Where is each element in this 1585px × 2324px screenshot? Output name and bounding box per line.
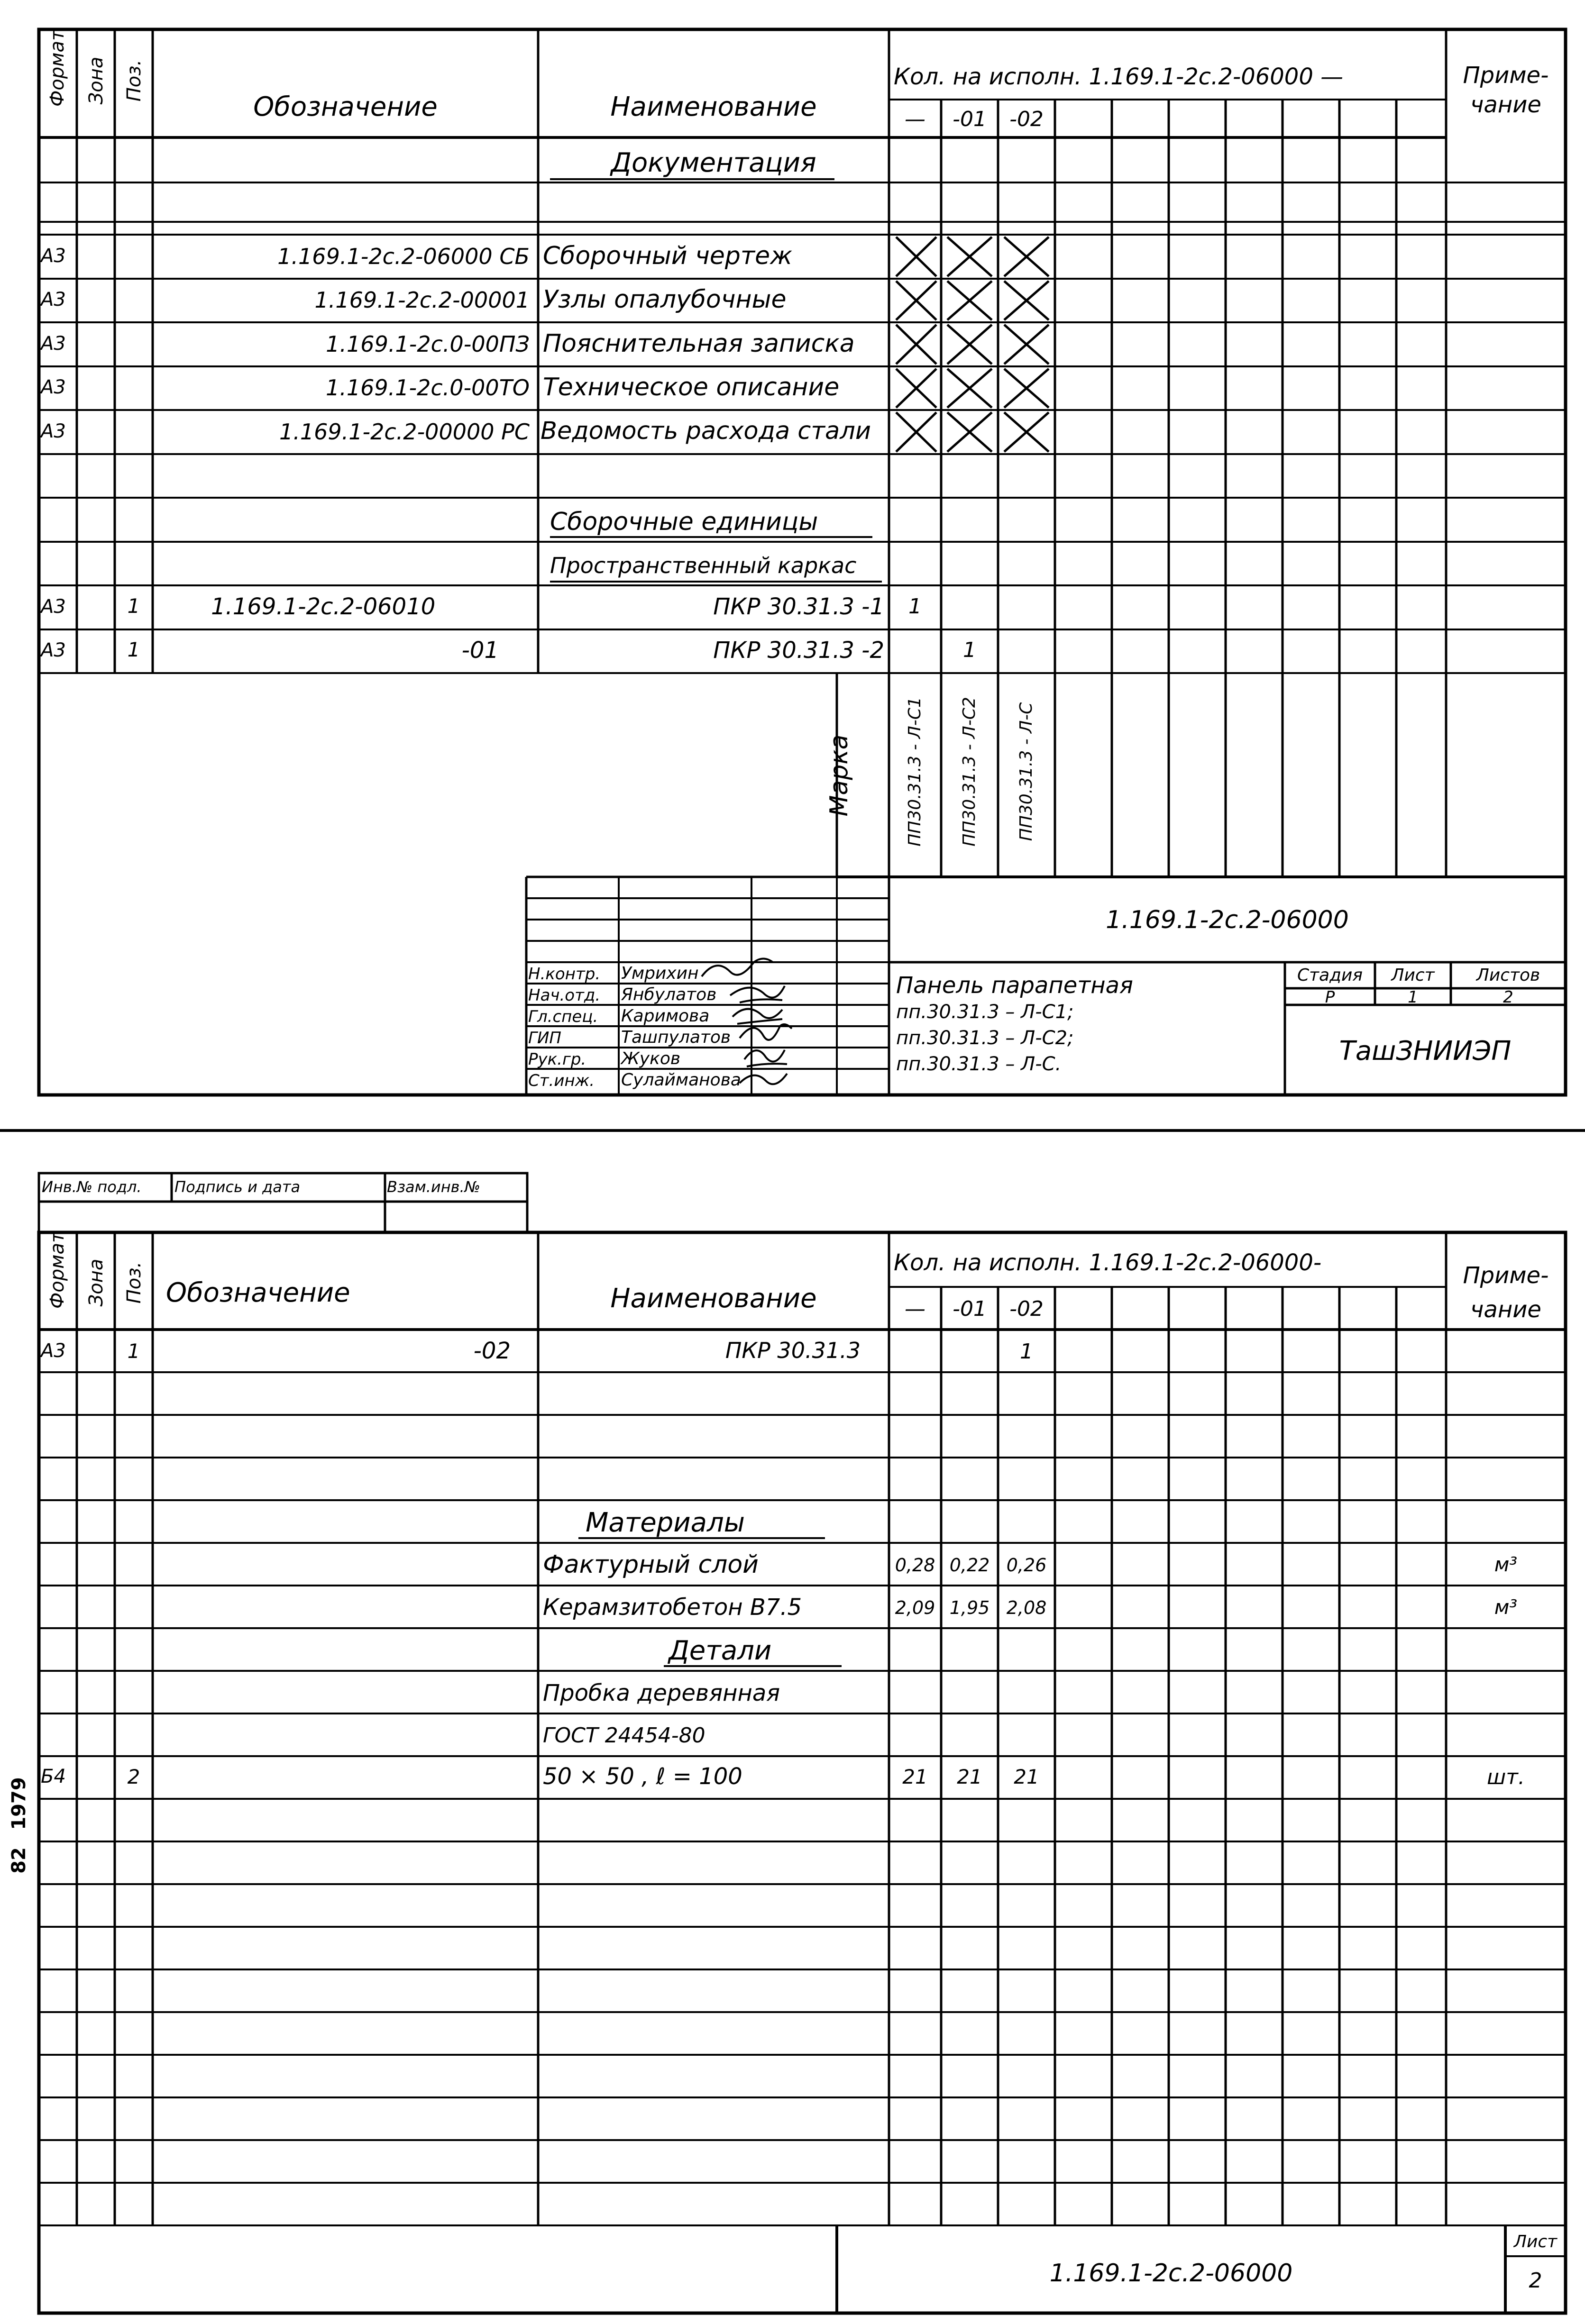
unit-row-2-qty-01: 1: [963, 638, 976, 662]
material-1-qty-01: 0,22: [949, 1555, 990, 1576]
doc-row-1-format: A3: [41, 245, 66, 267]
unit-row-1-name: ПКР 30.31.3 -1: [713, 593, 884, 620]
stamp-sheet: 1: [1408, 988, 1418, 1007]
unit-row-1-format: A3: [41, 596, 66, 618]
stamp-role: Н.контр.: [528, 965, 601, 984]
col-header-zone: Зона: [85, 56, 107, 105]
unit-row-1-qty-base: 1: [908, 594, 922, 619]
unit-row-1-pos: 1: [127, 594, 140, 618]
doc-row-5-designation: 1.169.1-2с.2-00000 РС: [279, 419, 530, 445]
material-2-qty-02: 2,08: [1006, 1597, 1047, 1618]
stamp-role: Рук.гр.: [528, 1050, 586, 1069]
side-number-1: 1979: [8, 1777, 30, 1830]
stamp-title-4: пп.30.31.3 – Л-С.: [896, 1053, 1062, 1075]
doc-row-5-format: A3: [41, 420, 66, 442]
exec-header-02: -02: [1009, 107, 1044, 131]
detail-row-unit: шт.: [1487, 1765, 1525, 1789]
exec-header-01: -01: [953, 107, 987, 131]
detail-row-name: 50 × 50 , ℓ = 100: [543, 1763, 742, 1790]
stamp-code: 1.169.1-2с.2-06000: [1106, 906, 1349, 934]
exec-header-base: —: [905, 107, 925, 131]
stamp-person: Жуков: [621, 1049, 681, 1068]
stamp-title-2: пп.30.31.3 – Л-С1;: [896, 1001, 1074, 1023]
col-header-designation: Обозначение: [253, 91, 438, 122]
detail-row-qty-01: 21: [957, 1765, 982, 1788]
detail-line-2: ГОСТ 24454-80: [543, 1723, 705, 1748]
doc-row-4-name: Техническое описание: [543, 373, 840, 401]
stamp-sheets: 2: [1503, 988, 1513, 1007]
inv-header-1: Инв.№ подл.: [42, 1178, 142, 1196]
section-documentation: Документация: [611, 147, 816, 178]
detail-row-format: Б4: [41, 1766, 66, 1787]
stamp-person: Ташпулатов: [621, 1028, 731, 1047]
material-1-qty-base: 0,28: [895, 1555, 935, 1576]
col-header-format: Формат: [46, 29, 68, 107]
row-02-qty-02: 1: [1020, 1340, 1033, 1364]
doc-row-4-designation: 1.169.1-2с.0-00ТО: [325, 375, 530, 401]
side-number-2: 82: [8, 1847, 30, 1874]
doc-row-1-designation: 1.169.1-2с.2-06000 СБ: [277, 244, 530, 269]
stamp-role: Нач.отд.: [528, 986, 601, 1005]
material-2-qty-base: 2,09: [895, 1597, 935, 1618]
marka-2: ПП30.31.3 - Л-С2: [960, 697, 979, 847]
doc-row-5-name: Ведомость расхода стали: [541, 417, 871, 445]
col-header-note: Приме- чание: [1463, 1262, 1549, 1323]
material-1-unit: м³: [1494, 1553, 1518, 1576]
detail-row-qty-base: 21: [902, 1765, 928, 1788]
col-header-name: Наименование: [610, 1283, 817, 1314]
stamp-stage-label: Стадия: [1297, 966, 1363, 985]
detail-row-qty-02: 21: [1014, 1765, 1039, 1788]
col-header-qty: Кол. на исполн. 1.169.1-2с.2-06000 —: [894, 64, 1344, 90]
inv-header-2: Подпись и дата: [174, 1178, 301, 1196]
col-header-format: Формат: [46, 1231, 68, 1309]
detail-row-pos: 2: [127, 1765, 140, 1788]
col-header-pos: Поз.: [123, 59, 145, 102]
col-header-designation: Обозначение: [166, 1277, 350, 1308]
section-details: Детали: [669, 1635, 772, 1666]
bottom-sheet-number: 2: [1529, 2269, 1542, 2293]
unit-row-2-name: ПКР 30.31.3 -2: [713, 637, 884, 664]
stamp-stage: Р: [1325, 988, 1335, 1007]
stamp-person: Сулайманова: [621, 1070, 741, 1090]
material-2-name: Керамзитобетон В7.5: [543, 1594, 802, 1621]
exec-header-01: -01: [953, 1297, 987, 1321]
doc-row-3-format: A3: [41, 333, 66, 355]
material-2-unit: м³: [1494, 1595, 1518, 1619]
marka-3: ПП30.31.3 - Л-С: [1017, 702, 1036, 841]
doc-row-2-format: A3: [41, 289, 66, 310]
material-1-qty-02: 0,26: [1006, 1555, 1047, 1576]
stamp-sheets-label: Листов: [1476, 966, 1540, 985]
stamp-person: Умрихин: [621, 964, 699, 983]
stamp-title-1: Панель парапетная: [896, 972, 1133, 999]
doc-row-3-designation: 1.169.1-2с.0-00ПЗ: [326, 331, 530, 357]
material-2-qty-01: 1,95: [949, 1597, 990, 1618]
doc-row-1-name: Сборочный чертеж: [543, 242, 792, 270]
stamp-role: Ст.инж.: [528, 1071, 595, 1090]
doc-row-4-format: A3: [41, 376, 66, 398]
section-materials: Материалы: [586, 1507, 745, 1538]
unit-row-2-designation: -01: [461, 637, 499, 664]
stamp-title-3: пп.30.31.3 – Л-С2;: [896, 1027, 1074, 1049]
stamp-sheet-label: Лист: [1391, 966, 1435, 985]
col-header-qty: Кол. на исполн. 1.169.1-2с.2-06000-: [894, 1249, 1322, 1276]
exec-header-02: -02: [1009, 1297, 1044, 1321]
row-02-pos: 1: [127, 1340, 140, 1363]
row-02-designation: -02: [473, 1338, 511, 1364]
stamp-role: ГИП: [528, 1029, 561, 1048]
material-1-name: Фактурный слой: [543, 1550, 759, 1579]
bottom-sheet-label: Лист: [1513, 2232, 1558, 2251]
unit-row-2-format: A3: [41, 639, 66, 661]
stamp-organization: ТашЗНИИЭП: [1339, 1036, 1512, 1066]
unit-row-2-pos: 1: [127, 638, 140, 661]
inv-header-3: Взам.инв.№: [387, 1178, 480, 1196]
row-02-name: ПКР 30.31.3: [725, 1338, 861, 1363]
doc-row-3-name: Пояснительная записка: [543, 329, 855, 358]
doc-row-2-name: Узлы опалубочные: [543, 285, 787, 314]
col-header-note: Приме- чание: [1463, 62, 1549, 118]
detail-line-1: Пробка деревянная: [543, 1680, 780, 1706]
marka-1: ПП30.31.3 - Л-С1: [905, 697, 925, 847]
marka-label: Марка: [825, 734, 853, 817]
section-assembly-units: Сборочные единицы: [550, 508, 818, 536]
stamp-role: Гл.спец.: [528, 1007, 598, 1026]
col-header-name: Наименование: [610, 91, 817, 122]
stamp-person: Каримова: [621, 1006, 710, 1026]
stamp-person: Янбулатов: [621, 985, 717, 1004]
col-header-pos: Поз.: [123, 1261, 145, 1304]
bottom-code: 1.169.1-2с.2-06000: [1049, 2259, 1293, 2288]
row-02-format: A3: [41, 1340, 66, 1362]
subsection-spatial-frame: Пространственный каркас: [550, 553, 857, 578]
col-header-zone: Зона: [85, 1258, 107, 1307]
doc-row-2-designation: 1.169.1-2с.2-00001: [314, 287, 530, 313]
exec-header-base: —: [905, 1297, 925, 1321]
unit-row-1-designation: 1.169.1-2с.2-06010: [211, 593, 436, 620]
